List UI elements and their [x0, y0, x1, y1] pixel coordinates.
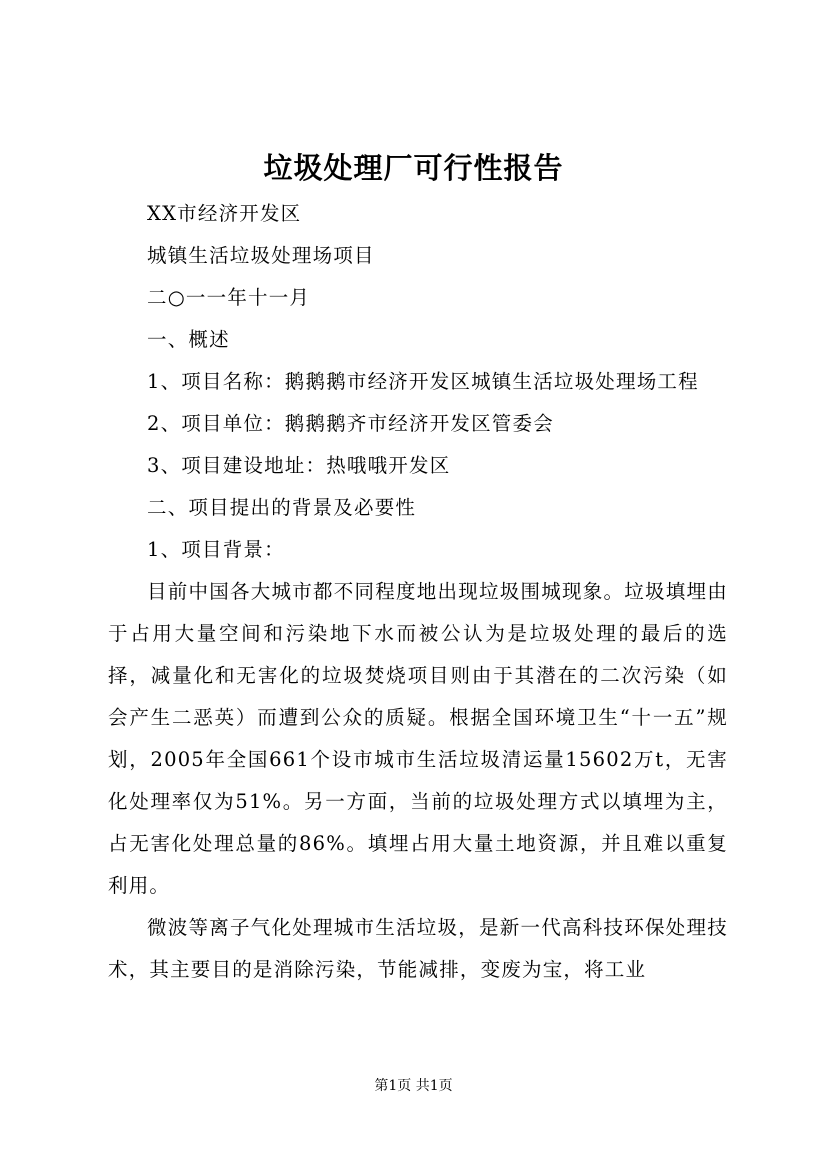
document-title: 垃圾处理厂可行性报告: [263, 151, 564, 185]
paragraph-microwave-plasma: 微波等离子气化处理城市生活垃圾，是新一代高科技环保处理技术，其主要目的是消除污染，节能减排，变废为宝，将工业: [108, 916, 728, 981]
paragraph-project-address: 3、项目建设地址：热哦哦开发区: [147, 454, 451, 477]
document-body: [108, 193, 728, 991]
paragraph-date: 二○一一年十一月: [147, 286, 311, 309]
section-heading-background: 二、项目提出的背景及必要性: [147, 496, 417, 519]
paragraph-project-unit: 2、项目单位：鹅鹅鹅齐市经济开发区管委会: [147, 412, 554, 435]
paragraph-background-label: 1、项目背景：: [147, 538, 285, 561]
paragraph-background-detail: 目前中国各大城市都不同程度地出现垃圾围城现象。垃圾填埋由于占用大量空间和污染地下水而被公认为是垃圾处理的最后的选择，减量化和无害化的垃圾焚烧项目则由于其潜在的二次污染（如会产生二恶英）而遭到公众的质疑。根据全国环境卫生“十一五”规划，2005年全国661个设市城市生活垃圾清运量15602万t，无害化处理率仅为51%。另一方面，当前的垃圾处理方式以填埋为主，占无害化处理总量的86%。填埋占用大量土地资源，并且难以重复利用。: [108, 580, 728, 897]
section-heading-overview: 一、概述: [147, 328, 230, 351]
paragraph-project-title: 1、项目名称：鹅鹅鹅市经济开发区城镇生活垃圾处理场工程: [147, 370, 699, 393]
paragraph-zone-name: XX市经济开发区: [147, 202, 302, 225]
paragraph-project-name: 城镇生活垃圾处理场项目: [147, 244, 375, 267]
page-footer: 第1页 共1页: [374, 1078, 453, 1094]
